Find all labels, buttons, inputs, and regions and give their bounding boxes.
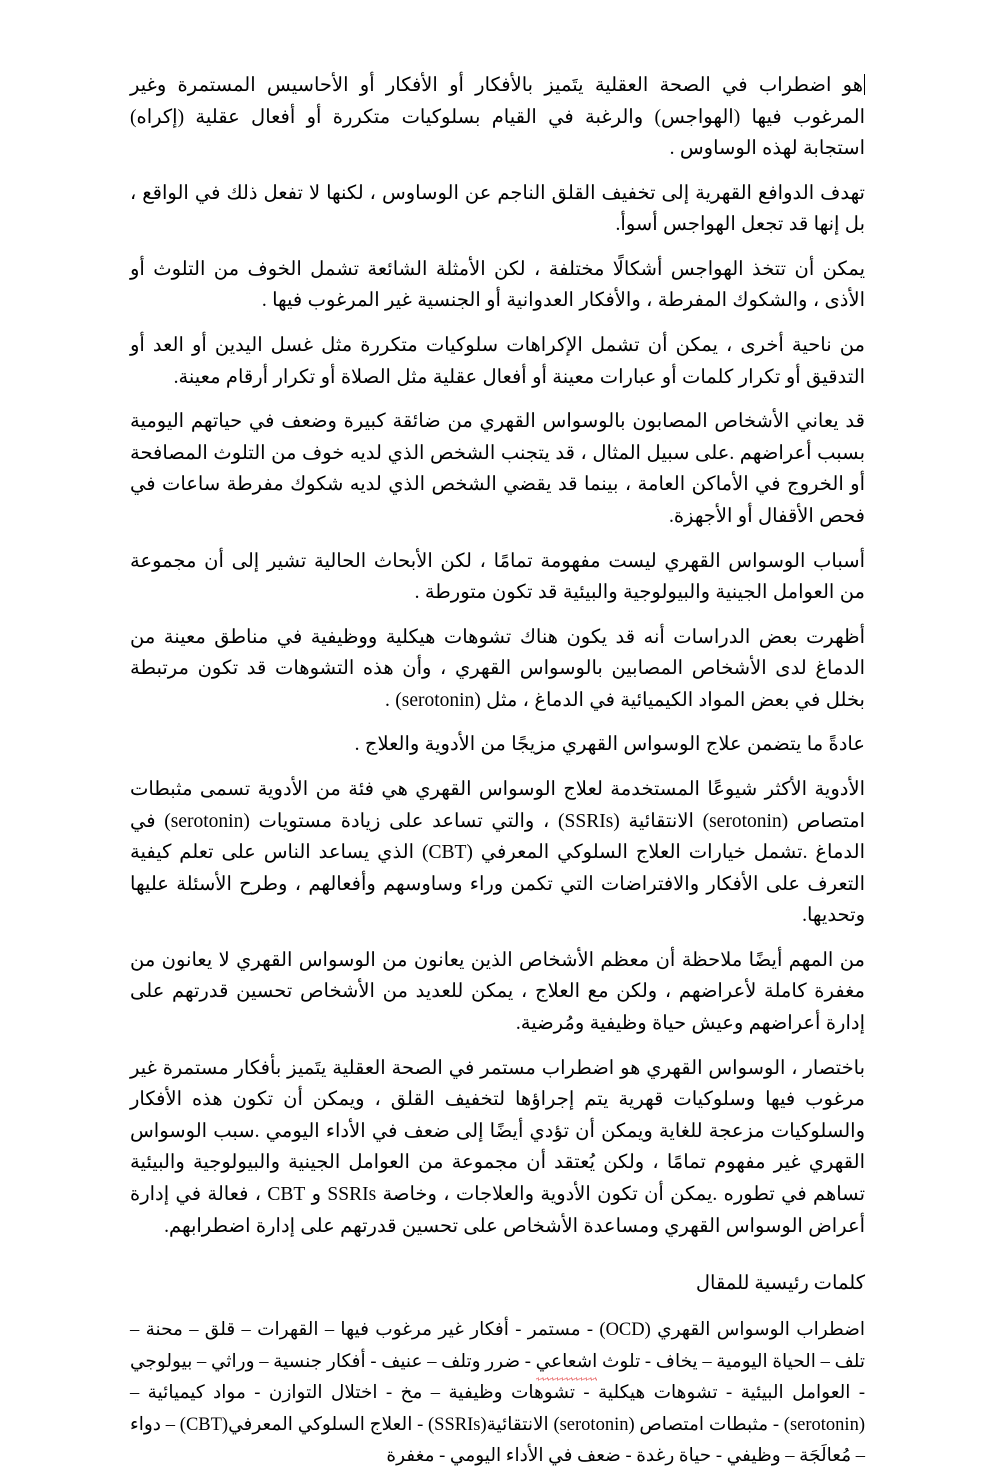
paragraph-4-text: من ناحية أخرى ، يمكن أن تشمل الإكراهات سلوكيات متكررة مثل غسل اليدين أو العد أو التدقيق أو تكرار كلمات أو عبارات معينة أو أفعال عقلية مثل الصلاة أو تكرار أرقام معينة. <box>130 335 865 388</box>
paragraph-5-text: قد يعاني الأشخاص المصابون بالوسواس القهري من ضائقة كبيرة وضعف في حياتهم اليومية بسبب أعراضهم .على سبيل المثال ، قد يتجنب الشخص الذي لديه خوف من التلوث المصافحة أو الخروج في الأماكن العامة ، بينما قد يقضي الشخص الذي لديه شكوك مفرطة ساعات في فحص الأقفال أو الأجهزة. <box>130 411 865 527</box>
keywords-list <box>130 1315 865 1472</box>
paragraph-4 <box>130 330 865 393</box>
paragraph-8-text: عادةً ما يتضمن علاج الوسواس القهري مزيجًا من الأدوية والعلاج . <box>354 734 865 756</box>
keywords-suffix-text: - ضرر وتلف – عنيف - أفكار جنسية – وراثي – بيولوجي - العوامل البيئية - تشوهات هيكلية - تشوهات وظيفية – مخ - اختلال التوازن - مواد كيميائية – (serotonin) - مثبطات امتصاص (serotonin) الانتقائية(SSRIs) - العلاج السلوكي المعرفي(CBT) – دواء – مُعالَجَة – وظيفي - حياة رغدة - ضعف في الأداء اليومي - مغفرة <box>130 1351 865 1467</box>
misspelled-word[interactable]: اشعاعي <box>536 1347 598 1378</box>
paragraph-1-text: هو اضطراب في الصحة العقلية يتَميز بالأفكار أو الأفكار أو الأحاسيس المستمرة وغير المرغوب فيها (الهواجس) والرغبة في القيام بسلوكيات متكررة أو أفعال عقلية (إكراه) استجابة لهذه الوساوس . <box>130 75 865 160</box>
paragraph-11 <box>130 1053 865 1242</box>
paragraph-2-text: تهدف الدوافع القهرية إلى تخفيف القلق الناجم عن الوساوس ، لكنها لا تفعل ذلك في الواقع ، بل إنها قد تجعل الهواجس أسوأ. <box>130 182 865 236</box>
paragraph-3-text: يمكن أن تتخذ الهواجس أشكالًا مختلفة ، لكن الأمثلة الشائعة تشمل الخوف من التلوث أو الأذى ، والشكوك المفرطة ، والأفكار العدوانية أو الجنسية غير المرغوب فيها . <box>130 258 865 312</box>
keywords-prefix-text: اضطراب الوسواس القهري (OCD) - مستمر - أفكار غير مرغوب فيها – القهرات – قلق – محنة – تلف – الحياة اليومية – يخاف - تلوث <box>130 1320 866 1372</box>
paragraph-5 <box>130 406 865 532</box>
paragraph-2 <box>130 178 865 241</box>
text-cursor <box>864 74 865 95</box>
paragraph-6-text: أسباب الوسواس القهري ليست مفهومة تمامًا ، لكن الأبحاث الحالية تشير إلى أن مجموعة من العوامل الجينية والبيولوجية والبيئية قد تكون متورطة . <box>130 550 865 604</box>
paragraph-9 <box>130 774 865 932</box>
paragraph-10-text: من المهم أيضًا ملاحظة أن معظم الأشخاص الذين يعانون من الوسواس القهري لا يعانون من مغفرة كاملة لأعراضهم ، ولكن مع العلاج ، يمكن للعديد من الأشخاص تحسين قدرتهم على إدارة أعراضهم وعيش حياة وظيفية ومُرضية. <box>130 949 865 1035</box>
paragraph-11-text: باختصار ، الوسواس القهري هو اضطراب مستمر في الصحة العقلية يتَميز بأفكار مستمرة غير مرغوب فيها وسلوكيات قهرية يتم إجراؤها لتخفيف القلق ، ويمكن أن تكون هذه الأفكار والسلوكيات مزعجة للغاية ويمكن أن تؤدي أيضًا إلى ضعف في الأداء اليومي .سبب الوسواس القهري غير مفهوم تمامًا ، ولكن يُعتقد أن مجموعة من العوامل الجينية والبيولوجية والبيئية تساهم في تطوره .يمكن أن تكون الأدوية والعلاجات ، وخاصة SSRIs و CBT ، فعالة في إدارة أعراض الوسواس القهري ومساعدة الأشخاص على تحسين قدرتهم على إدارة اضطرابهم. <box>130 1057 865 1237</box>
paragraph-8 <box>130 729 865 761</box>
paragraph-10 <box>130 945 865 1040</box>
document-body <box>130 70 865 1472</box>
paragraph-7 <box>130 622 865 717</box>
paragraph-6 <box>130 546 865 609</box>
paragraph-3 <box>130 254 865 317</box>
paragraph-9-text: الأدوية الأكثر شيوعًا المستخدمة لعلاج الوسواس القهري هي فئة من الأدوية تسمى مثبطات امتصاص (serotonin) الانتقائية (SSRIs) ، والتي تساعد على زيادة مستويات (serotonin) في الدماغ .تشمل خيارات العلاج السلوكي المعرفي (CBT) الذي يساعد الناس على تعلم كيفية التعرف على الأفكار والافتراضات التي تكمن وراء وساوسهم وأفعالهم ، وطرح الأسئلة عليها وتحديها. <box>130 778 866 927</box>
paragraph-1 <box>130 70 865 165</box>
paragraph-7-text: أظهرت بعض الدراسات أنه قد يكون هناك تشوهات هيكلية ووظيفية في مناطق معينة من الدماغ لدى الأشخاص المصابين بالوسواس القهري ، وأن هذه التشوهات قد تكون مرتبطة بخلل في بعض المواد الكيميائية في الدماغ ، مثل (serotonin) . <box>130 626 865 711</box>
keywords-heading: كلمات رئيسية للمقال <box>695 1273 865 1295</box>
